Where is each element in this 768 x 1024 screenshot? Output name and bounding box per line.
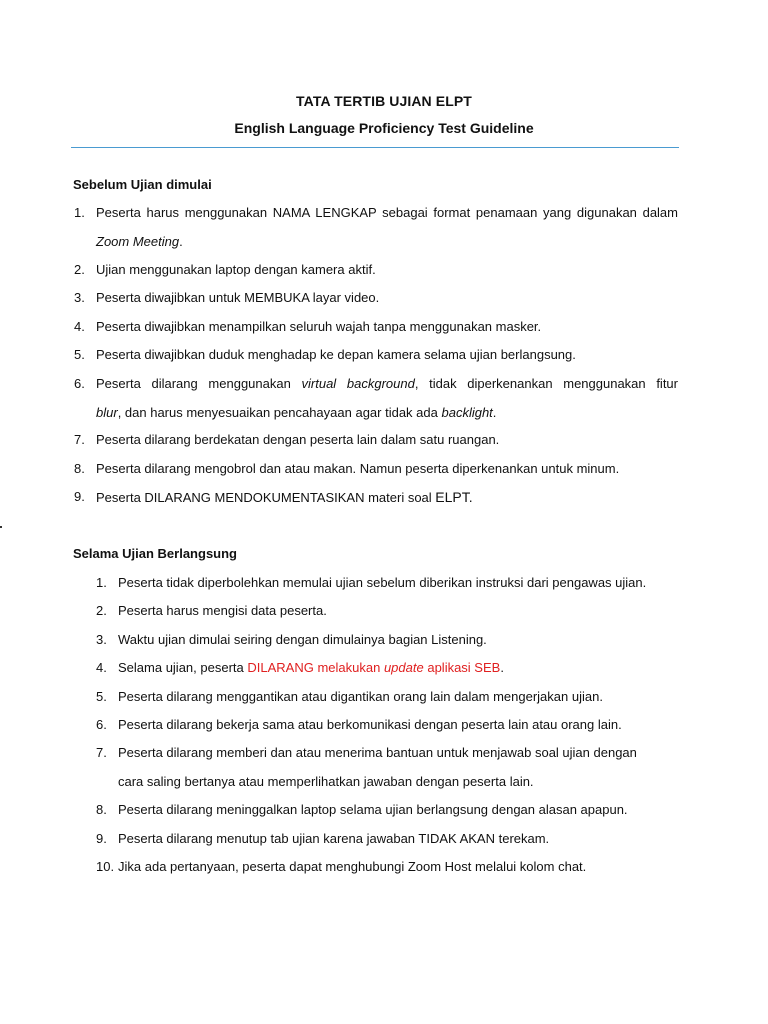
list-number: 8. [74, 461, 85, 476]
list-text: . [500, 660, 504, 675]
margin-mark [0, 526, 2, 528]
list-number: 6. [74, 376, 85, 391]
list-text-italic: Zoom Meeting [96, 233, 180, 249]
list-text: Peserta harus mengisi data peserta. [118, 603, 327, 618]
list-number: 3. [74, 290, 85, 305]
list-number: 5. [96, 689, 107, 704]
list-text: , dan harus menyesuaikan pencahayaan agar tidak ada [117, 404, 438, 420]
list-number: 10. [96, 859, 115, 874]
list-text-warning: DILARANG melakukan [247, 660, 381, 675]
list-text-italic: virtual background [301, 376, 415, 391]
list-text: Waktu ujian dimulai seiring dengan dimulainya bagian Listening. [118, 632, 487, 647]
list-text: Peserta harus menggunakan NAMA LENGKAP sebagai format penamaan yang digunakan dalam [96, 205, 678, 220]
list-text: Peserta diwajibkan menampilkan seluruh wajah tanpa menggunakan masker. [96, 319, 542, 334]
list-text-warning: aplikasi SEB [427, 660, 501, 675]
title-divider [71, 147, 679, 148]
list-text-italic: blur [96, 404, 118, 420]
list-text: cara saling bertanya atau memperlihatkan jawaban dengan peserta lain. [118, 773, 534, 789]
list-text-warning-italic: update [383, 660, 424, 675]
list-text: , tidak diperkenankan menggunakan fitur [414, 376, 678, 391]
list-text: Jika ada pertanyaan, peserta dapat menghubungi Zoom Host melalui kolom chat. [118, 859, 587, 874]
list-number: 1. [96, 575, 107, 590]
list-number: 1. [74, 205, 85, 220]
list-text: Peserta DILARANG MENDOKUMENTASIKAN materi soal [96, 490, 432, 505]
list-text: Peserta diwajibkan untuk MEMBUKA layar video. [96, 290, 380, 305]
list-text-italic: backlight [441, 404, 493, 420]
list-text: Peserta tidak diperbolehkan memulai ujian sebelum diberikan instruksi dari pengawas ujian. [118, 575, 647, 590]
list-text: Peserta diwajibkan duduk menghadap ke depan kamera selama ujian berlangsung. [96, 347, 576, 362]
list-number: 8. [96, 802, 107, 817]
list-text: Peserta dilarang mengobrol dan atau makan. Namun peserta diperkenankan untuk minum. [96, 461, 620, 476]
list-text: . [179, 233, 183, 249]
document-title: TATA TERTIB UJIAN ELPT [296, 93, 472, 109]
list-number: 9. [74, 489, 85, 504]
list-text: Ujian menggunakan laptop dengan kamera aktif. [96, 262, 376, 277]
list-number: 4. [96, 660, 107, 675]
list-number: 5. [74, 347, 85, 362]
list-text: . [492, 404, 497, 420]
list-number: 9. [96, 831, 107, 846]
list-number: 2. [96, 603, 107, 618]
list-text: Peserta dilarang menutup tab ujian karena jawaban TIDAK AKAN terekam. [118, 831, 550, 846]
list-text: Peserta dilarang memberi dan atau menerima bantuan untuk menjawab soal ujian dengan [118, 745, 637, 760]
list-text: Peserta dilarang bekerja sama atau berkomunikasi dengan peserta lain atau orang lain. [118, 717, 622, 732]
list-number: 7. [96, 745, 107, 760]
list-text: Peserta dilarang berdekatan dengan peserta lain dalam satu ruangan. [96, 432, 500, 447]
list-number: 4. [74, 319, 85, 334]
list-text: Peserta dilarang menggunakan [96, 376, 291, 391]
list-number: 6. [96, 717, 107, 732]
list-text-emphasis: ELPT. [435, 489, 473, 505]
list-number: 2. [74, 262, 85, 277]
document-subtitle: English Language Proficiency Test Guideline [234, 120, 534, 136]
list-number: 7. [74, 432, 85, 447]
section-heading-before-exam: Sebelum Ujian dimulai [73, 177, 212, 192]
list-text: Selama ujian, peserta [118, 660, 244, 675]
list-text: Peserta dilarang menggantikan atau digantikan orang lain dalam mengerjakan ujian. [118, 689, 603, 704]
list-text: Peserta dilarang meninggalkan laptop selama ujian berlangsung dengan alasan apapun. [118, 802, 628, 817]
list-number: 3. [96, 632, 107, 647]
section-heading-during-exam: Selama Ujian Berlangsung [73, 546, 237, 561]
